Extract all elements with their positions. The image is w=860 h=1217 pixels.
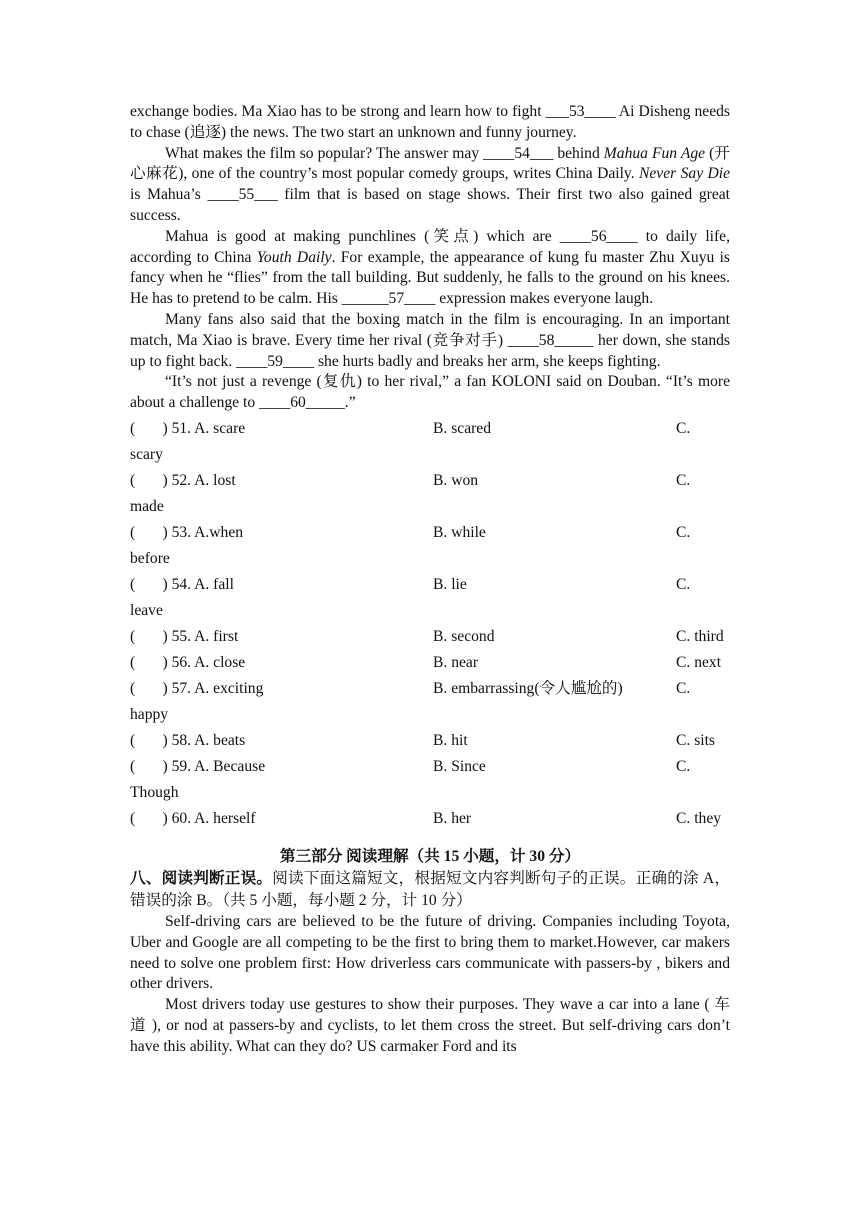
option-c: C. next: [676, 653, 722, 671]
option-b: B. hit: [433, 731, 468, 749]
section-title: 第三部分 阅读理解（共 15 小题，计 30 分）: [279, 847, 581, 865]
italic-title: Mahua Fun Age: [603, 144, 706, 162]
option-c: C.: [676, 757, 691, 775]
option-b: B. scared: [433, 419, 492, 437]
question-item: [130, 728, 730, 754]
passage-paragraph-1: [130, 102, 730, 144]
option-b: B. second: [433, 627, 495, 645]
italic-title: Youth Daily: [256, 248, 332, 266]
question-item: [130, 468, 730, 520]
passage-text: exchange bodies. Ma Xiao has to be strong and learn how to fight ___53____ Ai Disheng needs to chase (追逐) the news. The two start an unknown and funny journey.: [130, 103, 730, 141]
question-stem: ( ) 51. A. scare: [130, 419, 246, 437]
option-b: B. near: [433, 653, 479, 671]
option-c-wrap: happy: [130, 705, 169, 723]
question-item: [130, 676, 730, 728]
question-stem: ( ) 58. A. beats: [130, 731, 246, 749]
question-stem: ( ) 55. A. first: [130, 627, 239, 645]
question-item: [130, 806, 730, 832]
option-b: B. won: [433, 471, 479, 489]
passage-text: . For example, the appearance of kung fu master Zhu Xuyu is fancy when he “flies” from the tall building. But suddenly, he falls to the ground on his knees. He has to pretend to be calm. His ______57____ expression makes everyone laugh.: [130, 248, 730, 308]
reading-paragraph-2: Most drivers today use gestures to show their purposes. They wave a car into a lane ( 车 道 ), or nod at passers-by and cyclists, to let them cross the street. But self-driving cars don’t have this ability. What can they do? US carmaker Ford and its: [130, 996, 730, 1055]
option-c-wrap: Though: [130, 783, 179, 801]
italic-title: Never Say Die: [638, 165, 731, 183]
question-item: [130, 416, 730, 468]
option-b: B. Since: [433, 757, 486, 775]
option-c: C.: [676, 419, 691, 437]
instruction-text: 阅读下面这篇短文，根据短文内容判断句子的正误。正确的涂 A，错误的涂 B。（共 5 小题，每小题 2 分，计 10 分）: [130, 869, 730, 909]
section-instruction: [130, 868, 730, 912]
instruction-label: 八、阅读判断正误。: [130, 869, 273, 887]
passage-paragraph-4: Many fans also said that the boxing match in the film is encouraging. In an important match, Ma Xiao is brave. Every time her rival (竞争对手) ____58_____ her down, she stands up to fight back. ____59____ she hurts badly and breaks her arm, she keeps fighting.: [130, 310, 730, 370]
question-item: [130, 624, 730, 650]
question-stem: ( ) 57. A. exciting: [130, 679, 264, 697]
option-c-wrap: leave: [130, 601, 163, 619]
question-stem: ( ) 52. A. lost: [130, 471, 236, 489]
passage-paragraph-3: [130, 227, 730, 310]
passage-text: is Mahua’s ____55___ film that is based on stage shows. Their first two also gained great success.: [130, 186, 730, 224]
option-c: C.: [676, 523, 691, 541]
passage-text: (开心麻花), one of the country’s most popular comedy groups, writes China Daily.: [130, 144, 731, 183]
option-c: C.: [676, 471, 691, 489]
question-stem: ( ) 59. A. Because: [130, 757, 266, 775]
question-stem: ( ) 53. A.when: [130, 523, 244, 541]
document-page: [130, 102, 730, 1058]
passage-paragraph-5: “It’s not just a revenge (复仇) to her rival,” a fan KOLONI said on Douban. “It’s more about a challenge to ____60_____.”: [130, 373, 730, 412]
passage-text: Mahua is good at making punchlines (笑点) which are ____56____ to daily life, according to China: [130, 227, 730, 266]
option-c-wrap: before: [130, 549, 170, 567]
question-item: [130, 650, 730, 676]
passage-text: What makes the film so popular? The answer may ____54___ behind: [165, 144, 604, 162]
question-list: [130, 416, 730, 832]
option-b: B. her: [433, 809, 472, 827]
option-c: C. third: [676, 627, 724, 645]
question-stem: ( ) 60. A. herself: [130, 809, 256, 827]
question-stem: ( ) 56. A. close: [130, 653, 246, 671]
question-item: [130, 754, 730, 806]
option-c: C.: [676, 575, 691, 593]
option-c: C. sits: [676, 731, 715, 749]
option-c: C. they: [676, 809, 722, 827]
option-c-wrap: scary: [130, 445, 163, 463]
option-c: C.: [676, 679, 691, 697]
option-c-wrap: made: [130, 497, 164, 515]
option-b: B. while: [433, 523, 486, 541]
option-b: B. embarrassing(令人尴尬的): [433, 679, 623, 697]
passage-paragraph-2: [130, 144, 730, 227]
option-b: B. lie: [433, 575, 467, 593]
question-stem: ( ) 54. A. fall: [130, 575, 234, 593]
question-item: [130, 572, 730, 624]
reading-paragraph-1: Self-driving cars are believed to be the future of driving. Companies including Toyota, Uber and Google are all competing to be the first to bring them to market.However, car makers need to solve one problem first: How driverless cars communicate with passers-by , bikers and other drivers.: [130, 912, 730, 993]
question-item: [130, 520, 730, 572]
